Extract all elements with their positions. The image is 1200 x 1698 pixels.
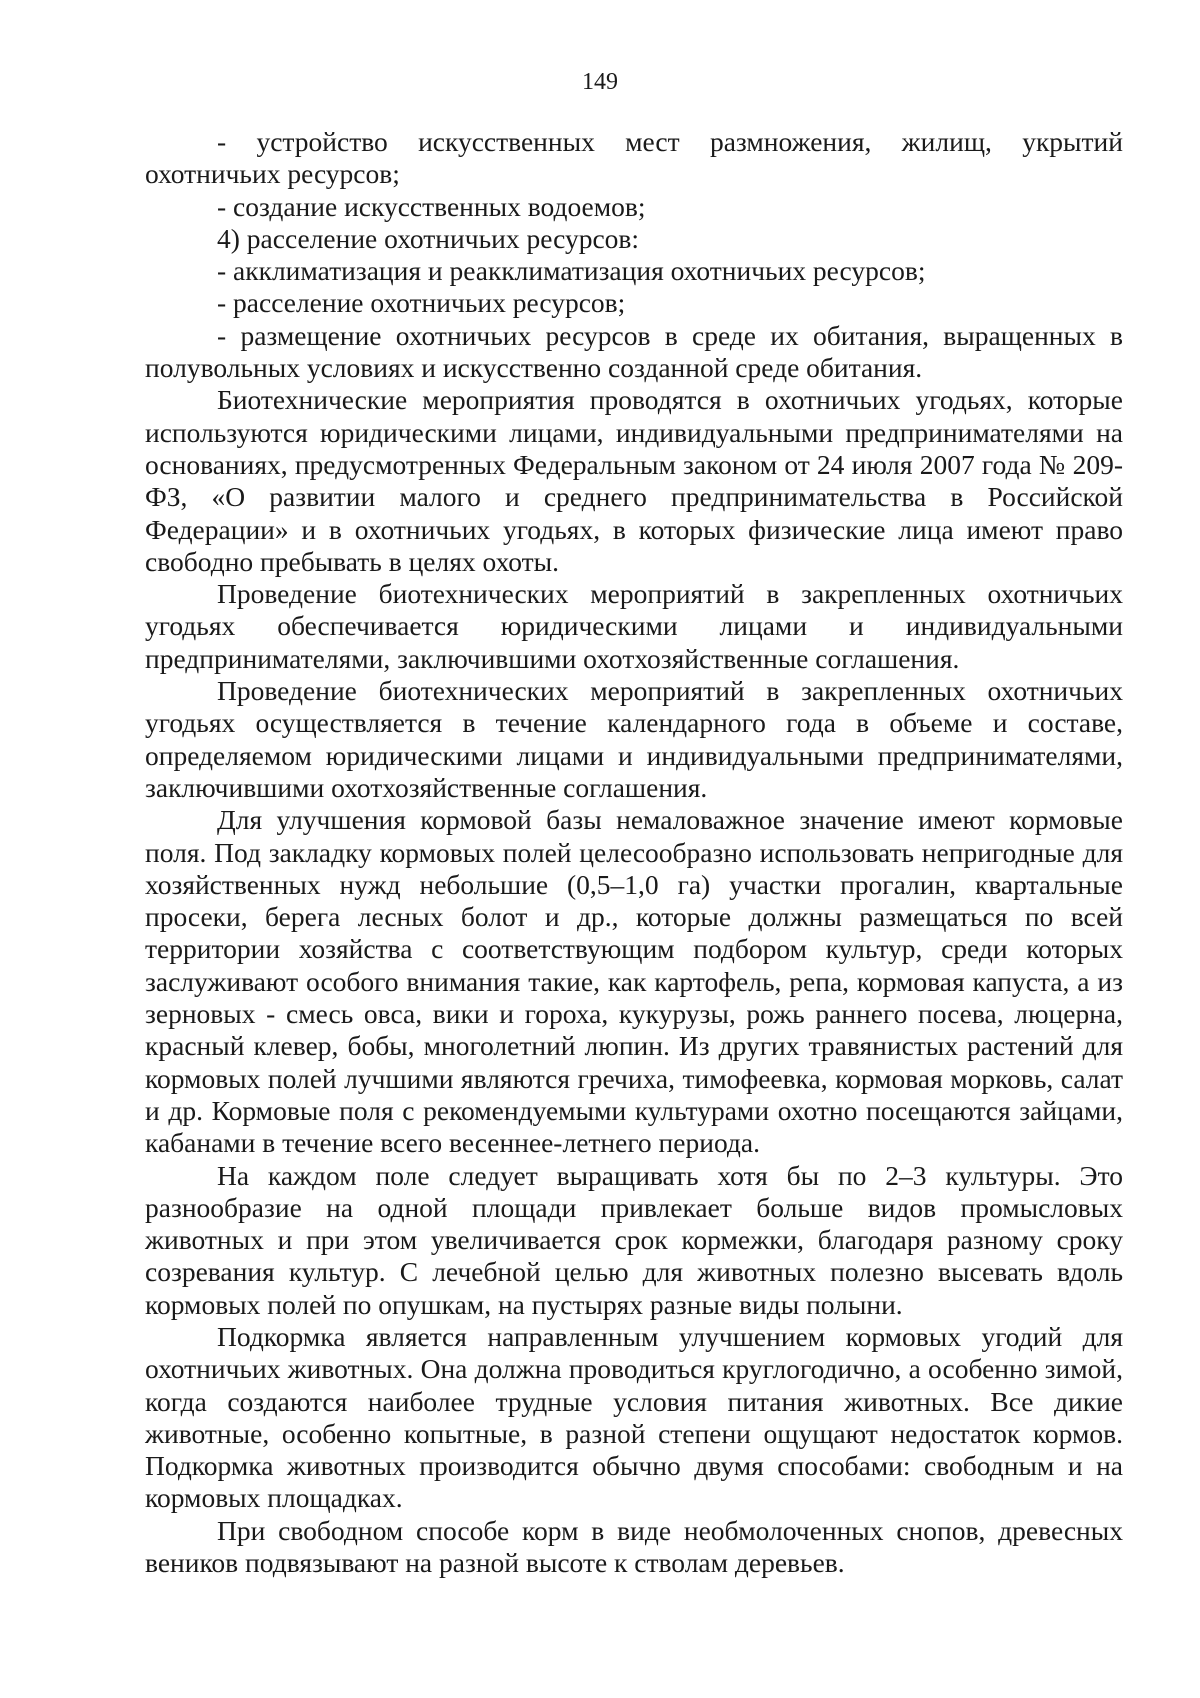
paragraph: При свободном способе корм в виде необмолоченных снопов, древесных веников подвязывают на разной высоте к стволам деревьев. [145, 1514, 1123, 1579]
paragraph: - размещение охотничьих ресурсов в среде их обитания, выращенных в полувольных условиях и искусственно созданной среде обитания. [145, 319, 1123, 384]
paragraph: - создание искусственных водоемов; [217, 190, 646, 222]
paragraph: - устройство искусственных мест размножения, жилищ, укрытий охотничьих ресурсов; [145, 126, 1123, 190]
page-number: 149 [582, 69, 618, 95]
paragraph: Проведение биотехнических мероприятий в закрепленных охотничьих угодьях обеспечивается юридическими лицами и индивидуальными предпринимателями, заключившими охотхозяйственные соглашения. [145, 578, 1123, 674]
paragraph: 4) расселение охотничьих ресурсов: [217, 222, 640, 254]
paragraph: Проведение биотехнических мероприятий в закрепленных охотничьих угодьях осуществляется в течение календарного года в объеме и составе, определяемом юридическими лицами и индивидуальными предпринимателями, заключившими охотхозяйственные соглашения. [145, 675, 1123, 803]
paragraph: - акклиматизация и реакклиматизация охотничьих ресурсов; [217, 255, 926, 287]
paragraph: Биотехнические мероприятия проводятся в охотничьих угодьях, которые используются юридическими лицами, индивидуальными предпринимателями на основаниях, предусмотренных Федеральным законом от 24 июля 2007 года № 209-ФЗ, «О развитии малого и среднего предпринимательства в Российской Федерации» и в охотничьих угодьях, в которых физические лица имеют право свободно пребывать в целях охоты. [145, 384, 1123, 577]
paragraph: - расселение охотничьих ресурсов; [217, 287, 626, 319]
paragraph: Для улучшения кормовой базы немаловажное значение имеют кормовые поля. Под закладку кормовых полей целесообразно использовать непригодные для хозяйственных нужд небольшие (0,5–1,0 га) участки прогалин, квартальные просеки, берега лесных болот и др., которые должны размещаться по всей территории хозяйства с соответствующим подбором культур, среди которых заслуживают особого внимания такие, как картофель, репа, кормовая капуста, а из зерновых - смесь овса, вики и гороха, кукурузы, рожь раннего посева, люцерна, красный клевер, бобы, многолетний люпин. Из других травянистых растений для кормовых полей лучшими являются гречиха, тимофеевка, кормовая морковь, салат и др. Кормовые поля с рекомендуемыми культурами охотно посещаются зайцами, кабанами в течение всего весеннее-летнего периода. [145, 804, 1123, 1159]
body-text [145, 126, 1123, 1579]
paragraph: Подкормка является направленным улучшением кормовых угодий для охотничьих животных. Она должна проводиться круглогодично, а особенно зимой, когда создаются наиболее трудные условия питания животных. Все дикие животные, особенно копытные, в разной степени ощущают недостаток кормов. Подкормка животных производится обычно двумя способами: свободным и на кормовых площадках. [145, 1320, 1123, 1514]
paragraph: На каждом поле следует выращивать хотя бы по 2–3 культуры. Это разнообразие на одной площади привлекает больше видов промысловых животных и при этом увеличивается срок кормежки, благодаря разному сроку созревания культур. С лечебной целью для животных полезно высевать вдоль кормовых полей по опушкам, на пустырях разные виды полыни. [145, 1159, 1123, 1320]
